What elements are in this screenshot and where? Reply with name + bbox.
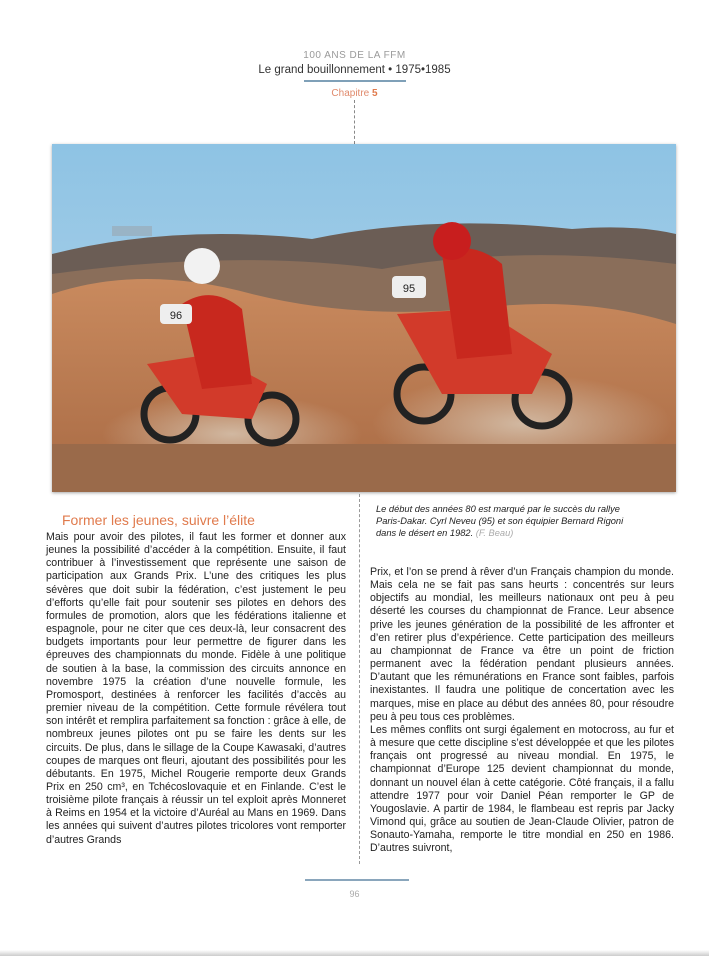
page-header [0, 50, 709, 100]
vertical-dashed-divider [354, 100, 355, 144]
section-title: Former les jeunes, suivre l’élite [62, 512, 255, 528]
footer-rule [305, 879, 409, 881]
chapter-indicator [0, 88, 709, 100]
rider-left-number: 96 [169, 310, 183, 322]
left-paragraph: Mais pour avoir des pilotes, il faut les former et donner aux jeunes la possibilité d’accéder à la compétition. Ensuite, il faut contribuer à l’investissement que représente une saison de participation aux Grands Prix. L’une des critiques les plus sévères que doit subir la fédération, c’est justement le peu d’efforts qu’elle fait pour soutenir ses pilotes en dehors des formules de promotion, alors que les fédérations italienne et espagnole, pour ne citer que ces deux-là, leur consacrent des budgets importants pour leur permettre de figurer dans les épreuves des championnats du monde. Fidèle à une politique de soutien à la base, la commission des circuits annonce en novembre 1975 la création d’une nouvelle formule, les Promosport, destinées à renforcer les facilités d’accès au premier niveau de la compétition. Cette formule révélera tout son intérêt et remplira parfaitement sa fonction : grâce à elle, de nombreux jeunes pilotes ont pu se faire les dents sur les circuits. De plus, dans le sillage de la Coupe Kawasaki, d’autres coupes de marques ont fleuri, ajoutant des possibilités pour les débutants. En 1975, Michel Rougerie remporte deux Grands Prix en 250 cm³, en Tchécoslovaquie et en Finlande. C’est le troisième pilote français à réussir un tel exploit après Monneret à Reims en 1954 et la victoire d’Auréal au Mans en 1969. Dans les années qui suivent d’autres pilotes tricolores vont remporter d’autres Grands [46, 531, 346, 846]
right-paragraph-2: Les mêmes conflits ont surgi également en motocross, au fur et à mesure que cette discipline s’est développée et que les pilotes français ont progressé au niveau mondial. En 1975, le championnat d’Europe 125 devient championnat du monde, donnant un nouvel élan à cette catégorie. Côté français, il a fallu attendre 1977 pour voir Daniel Péan remporter le GP de Yougoslavie. A partir de 1984, le flambeau est repris par Jacky Vimond qui, grâce au soutien de Jean-Claude Olivier, patron de Sonauto-Yamaha, remporte le titre mondial en 250 en 1986. D’autres suivront, [370, 723, 674, 855]
photo-caption [376, 503, 626, 539]
desert-riders-illustration [52, 144, 676, 492]
column-divider [359, 494, 360, 864]
book-series: 100 ANS DE LA FFM [303, 50, 406, 61]
rider-right-number: 95 [402, 283, 416, 295]
header-rule [304, 80, 406, 82]
caption-text: Le début des années 80 est marqué par le succès du rallye Paris-Dakar. Cyrl Neveu (95) et son équipier Bernard Rigoni dans le désert en 1982. [376, 504, 624, 538]
chapter-title: Le grand bouillonnement • 1975•1985 [258, 64, 451, 76]
main-photo [52, 144, 676, 492]
right-column [370, 566, 674, 855]
chapter-label: Chapitre [331, 88, 370, 99]
left-column [46, 531, 346, 847]
photo-credit: (F. Beau) [475, 528, 514, 538]
chapter-number: 5 [372, 88, 378, 99]
page-number: 96 [349, 889, 360, 899]
page-edge-shadow [0, 950, 709, 956]
right-paragraph-1: Prix, et l’on se prend à rêver d’un Français champion du monde. Mais cela ne se fait pas sans heurts : concentrés sur leurs objectifs au mondial, les meilleurs nationaux ont peu à peu déserté les courses du championnat de France. Leur absence prive les jeunes génération de la possibilité de les affronter et d’en retirer plus d’expérience. Cette participation des meilleurs au championnat de France va être un point de friction permanent avec la fédération pendant plusieurs années. D’autant que les rémunérations en France sont faibles, parfois inexistantes. Il faudra une politique de concertation avec les marques, mise en place au début des années 80, pour résoudre peu à peu tous ces problèmes. [370, 566, 674, 723]
